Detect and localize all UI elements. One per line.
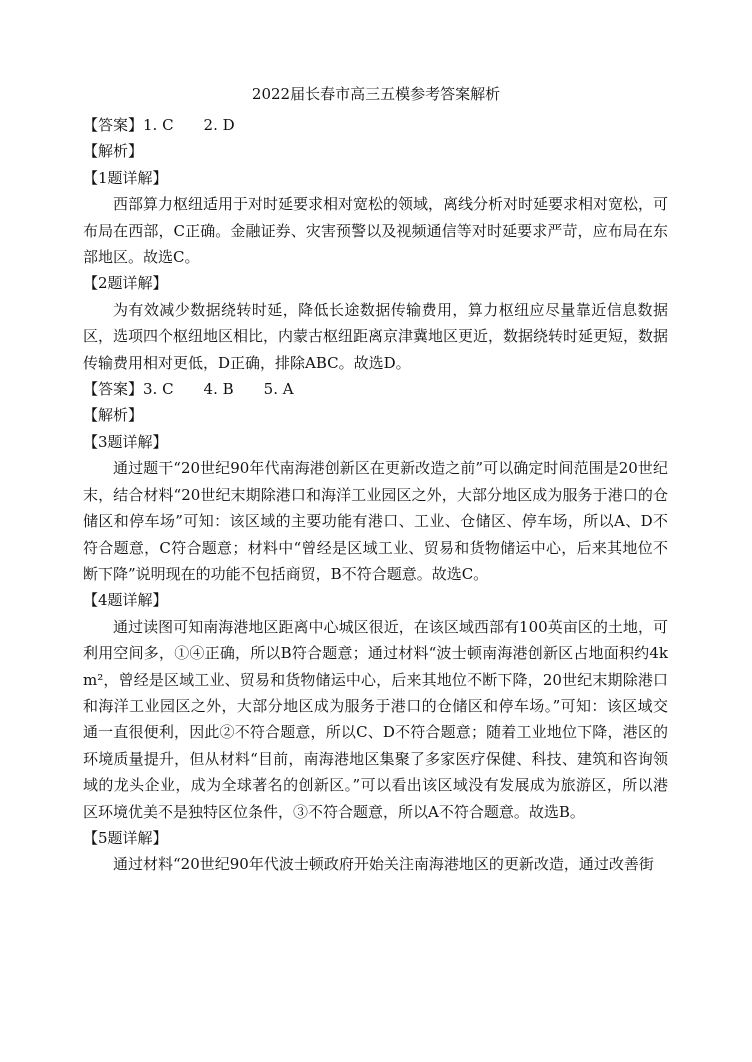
section-heading-line: 【3题详解】: [83, 432, 168, 451]
answer-explanation-paragraph: 西部算力枢纽适用于对时延要求相对宽松的领域，离线分析对时延要求相对宽松，可布局在西部，C正确。金融证券、灾害预警以及视频通信等对时延要求严苛，应布局在东部地区。故选C。: [83, 195, 669, 267]
section-heading-line: 【5题详解】: [83, 828, 168, 847]
section-heading-line: 【解析】: [83, 406, 144, 425]
document-title: 2022届长春市高三五模参考答案解析: [251, 85, 501, 103]
answer-explanation-paragraph: 通过读图可知南海港地区距离中心城区很近，在该区域西部有100英亩区的土地，可利用空间多，①④正确，所以B符合题意；通过材料“波士顿南海港创新区占地面积约4km²，曾经是区域工业、贸易和货物储运中心，后来其地位不断下降，20世纪末期除港口和海洋工业园区之外，大部分地区成为服务于港口的仓储区和停车场。”可知：该区域交通一直很便利，因此②不符合题意，所以C、D不符合题意；随着工业地位下降，港区的环境质量提升，但从材料“目前，南海港地区集聚了多家医疗保健、科技、建筑和咨询领域的龙头企业，成为全球著名的创新区。”可以看出该区域没有发展成为旅游区，所以港区环境优美不是独特区位条件，③不符合题意，所以A不符合题意。故选B。: [83, 617, 668, 821]
document-body: [83, 112, 668, 878]
section-heading-line: 【答案】1. C 2. D: [83, 116, 235, 134]
answer-explanation-paragraph: 通过材料“20世纪90年代波士顿政府开始关注南海港地区的更新改造，通过改善街: [113, 855, 654, 874]
section-heading-line: 【1题详解】: [83, 168, 168, 187]
section-heading-line: 【解析】: [83, 142, 144, 161]
section-heading-line: 【2题详解】: [83, 274, 168, 293]
answer-explanation-paragraph: 为有效减少数据绕转时延，降低长途数据传输费用，算力枢纽应尽量靠近信息数据区，选项四个枢纽地区相比，内蒙古枢纽距离京津冀地区更近，数据绕转时延更短，数据传输费用相对更低，D正确，排除ABC。故选D。: [83, 300, 669, 372]
section-heading-line: 【4题详解】: [83, 591, 168, 610]
answer-explanation-paragraph: 通过题干“20世纪90年代南海港创新区在更新改造之前”可以确定时间范围是20世纪末，结合材料“20世纪末期除港口和海洋工业园区之外，大部分地区成为服务于港口的仓储区和停车场”可知：该区域的主要功能有港口、工业、仓储区、停车场，所以A、D不符合题意，C符合题意；材料中“曾经是区域工业、贸易和货物储运中心，后来其地位不断下降”说明现在的功能不包括商贸，B不符合题意。故选C。: [83, 459, 668, 583]
section-heading-line: 【答案】3. C 4. B 5. A: [83, 380, 294, 399]
